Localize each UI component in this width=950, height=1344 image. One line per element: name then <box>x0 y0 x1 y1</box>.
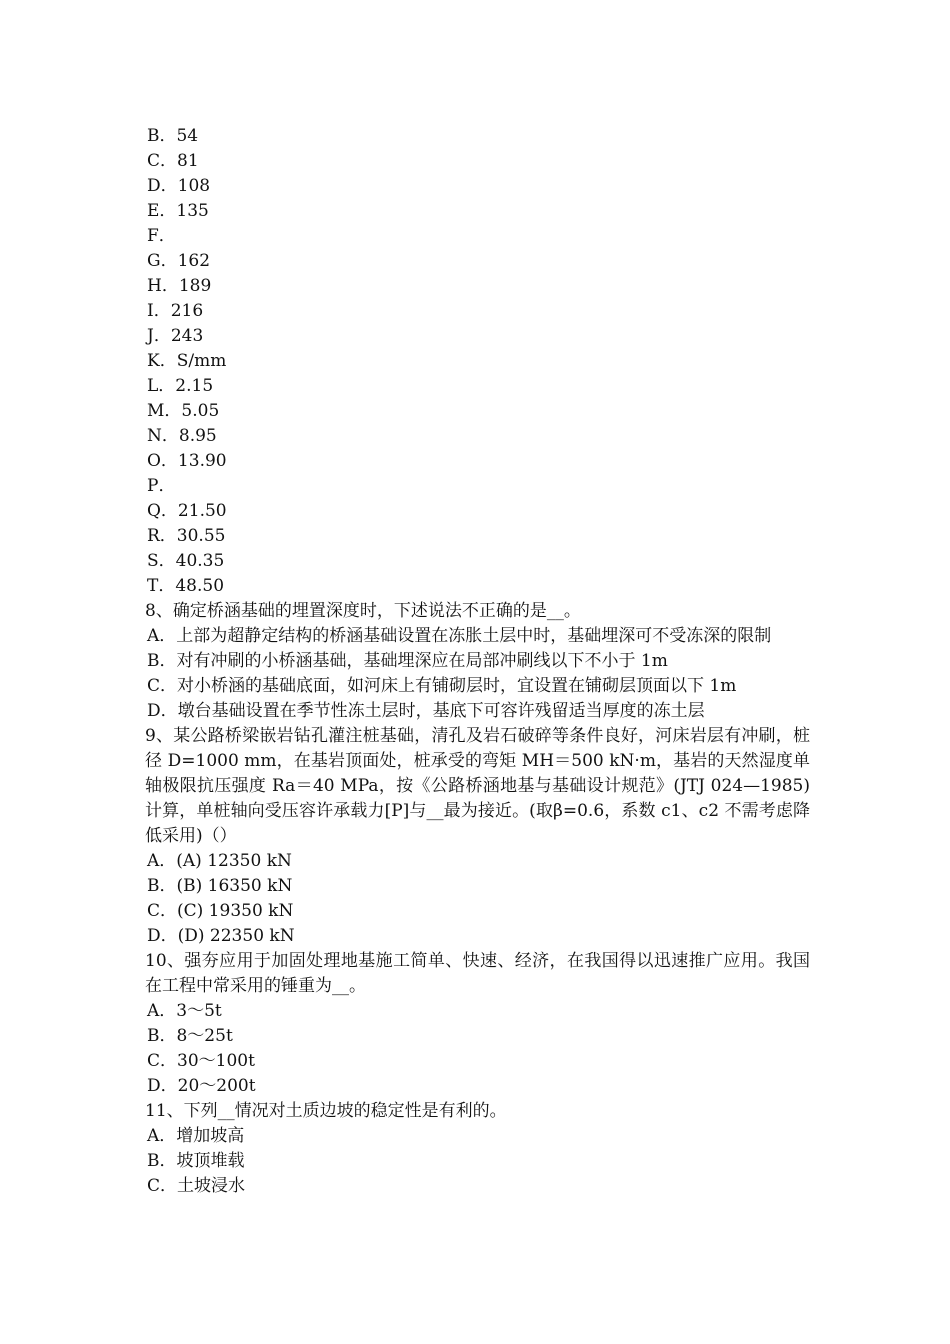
option-b: B．(B) 16350 kN <box>147 876 293 896</box>
option-item: M．5.05 <box>147 401 220 421</box>
option-c: C．(C) 19350 kN <box>147 901 294 921</box>
option-b: B．8～25t <box>147 1026 233 1046</box>
option-b: B．对有冲刷的小桥涵基础，基础埋深应在局部冲刷线以下不小于 1m <box>147 651 668 671</box>
option-item: L．2.15 <box>147 376 214 396</box>
question-stem: 9、某公路桥梁嵌岩钻孔灌注桩基础，清孔及岩石破碎等条件良好，河床岩层有冲刷，桩径 D=1000 mm，在基岩顶面处，桩承受的弯矩 MH＝500 kN·m，基岩的天然湿度单轴极限抗压强度 Ra＝40 MPa，按《公路桥涵地基与基础设计规范》(JTJ 024—1985)计算，单桩轴向受压容许承载力[P]与__最为接近。(取β=0.6，系数 c1、c2 不需考虑降低采用)（） <box>145 726 810 846</box>
option-item: D．108 <box>147 176 211 196</box>
option-a: A．上部为超静定结构的桥涵基础设置在冻胀土层中时，基础埋深可不受冻深的限制 <box>147 626 772 646</box>
option-item: N．8.95 <box>147 426 217 446</box>
option-d: D．20～200t <box>147 1076 256 1096</box>
option-c: C．对小桥涵的基础底面，如河床上有铺砌层时，宜设置在铺砌层顶面以下 1m <box>147 676 737 696</box>
option-item: P． <box>147 476 176 496</box>
option-item: C．81 <box>147 151 199 171</box>
option-item: G．162 <box>147 251 211 271</box>
question-8 <box>145 599 810 724</box>
question-10 <box>145 949 810 1099</box>
option-c: C．30～100t <box>147 1051 255 1071</box>
option-item: I．216 <box>147 301 204 321</box>
option-item: J．243 <box>147 326 204 346</box>
question-11 <box>145 1099 810 1199</box>
option-item: R．30.55 <box>147 526 226 546</box>
option-item: K．S/mm <box>147 351 227 371</box>
question-stem: 8、确定桥涵基础的埋置深度时，下述说法不正确的是__。 <box>145 601 581 621</box>
previous-question-options <box>145 124 810 599</box>
question-9 <box>145 724 810 949</box>
option-a: A．增加坡高 <box>147 1126 245 1146</box>
option-item: F． <box>147 226 176 246</box>
page-content <box>145 124 810 1199</box>
question-stem: 11、下列__情况对土质边坡的稳定性是有利的。 <box>145 1101 507 1121</box>
option-item: H．189 <box>147 276 212 296</box>
option-item: O．13.90 <box>147 451 227 471</box>
option-c: C．土坡浸水 <box>147 1176 246 1196</box>
option-item: B．54 <box>147 126 199 146</box>
question-stem: 10、强夯应用于加固处理地基施工简单、快速、经济，在我国得以迅速推广应用。我国在工程中常采用的锤重为__。 <box>145 951 810 996</box>
option-item: T．48.50 <box>147 576 225 596</box>
option-d: D．墩台基础设置在季节性冻土层时，基底下可容许残留适当厚度的冻土层 <box>147 701 705 721</box>
option-item: Q．21.50 <box>147 501 227 521</box>
option-item: S．40.35 <box>147 551 225 571</box>
option-item: E．135 <box>147 201 209 221</box>
option-d: D．(D) 22350 kN <box>147 926 295 946</box>
option-a: A．3～5t <box>147 1001 222 1021</box>
option-b: B．坡顶堆载 <box>147 1151 245 1171</box>
option-a: A．(A) 12350 kN <box>147 851 292 871</box>
